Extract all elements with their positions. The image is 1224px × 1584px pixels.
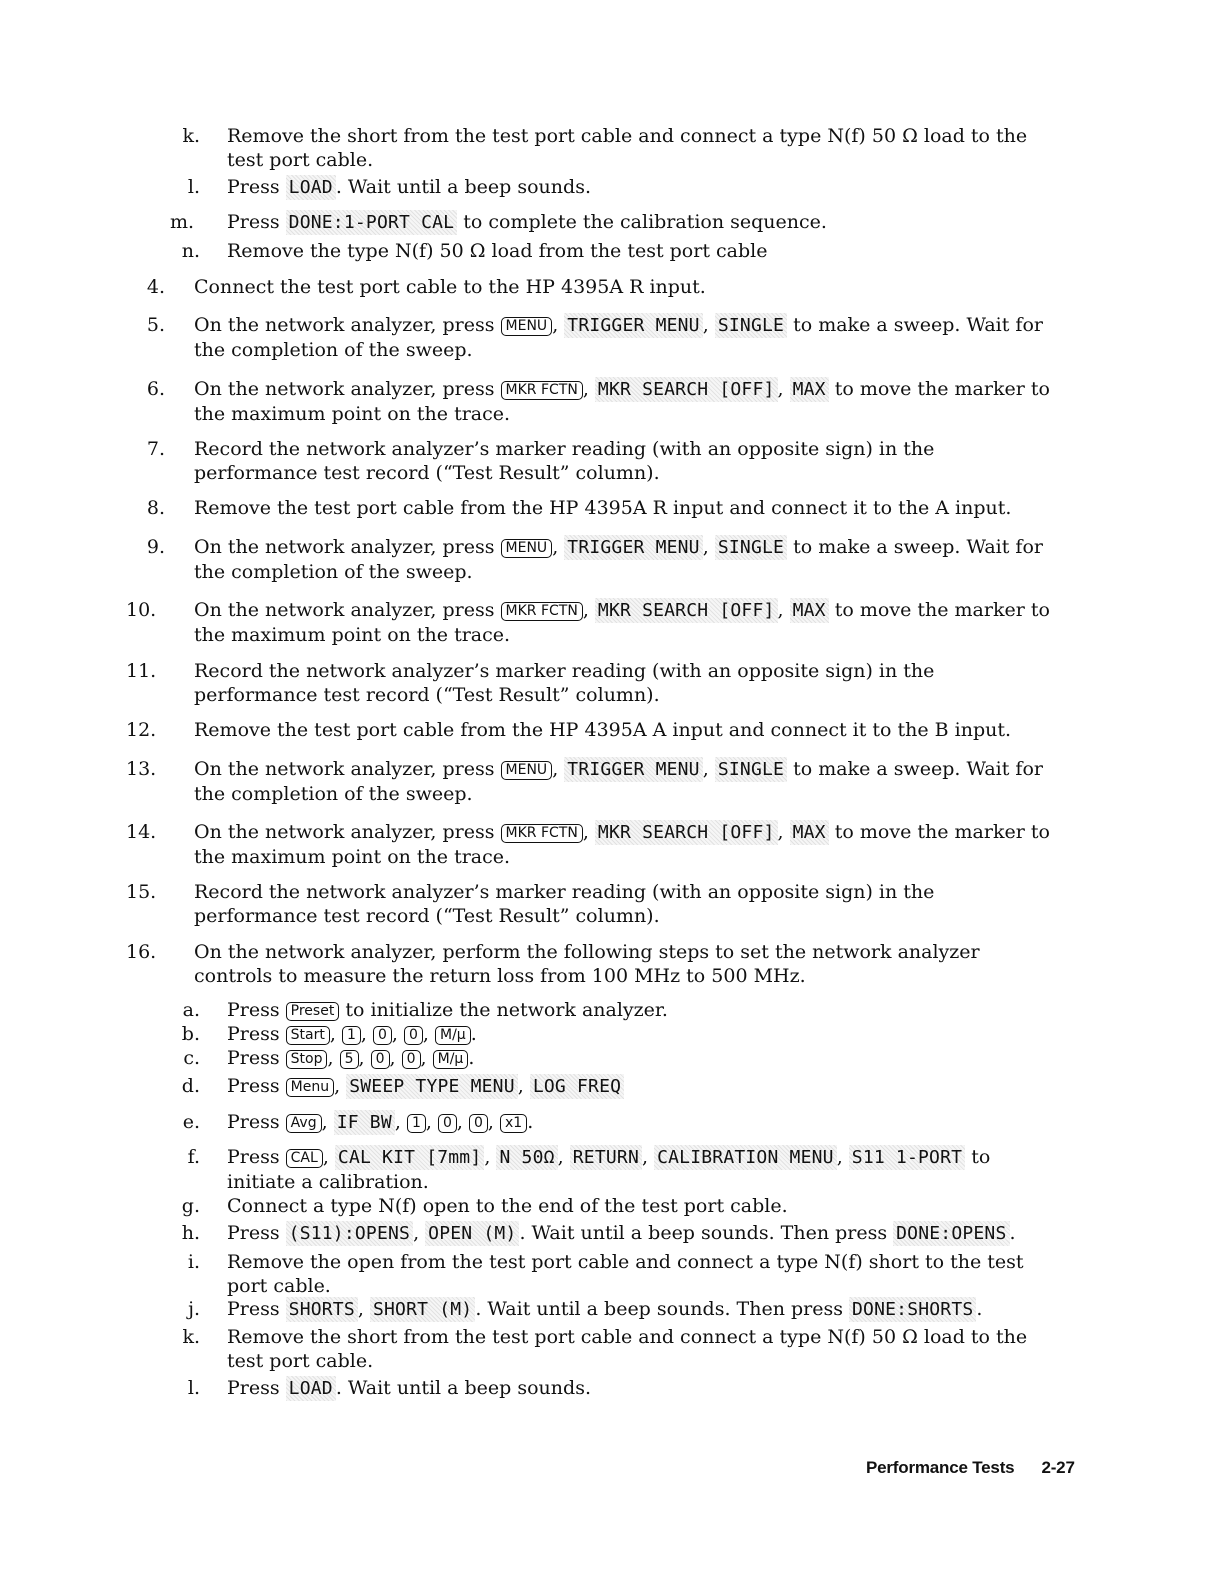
hardkey-label: MKR FCTN bbox=[501, 602, 583, 621]
hardkey-label: 1 bbox=[407, 1114, 426, 1133]
softkey-label: TRIGGER MENU bbox=[564, 535, 702, 560]
text-run: , bbox=[702, 536, 715, 558]
step-number: a. bbox=[182, 999, 200, 1021]
text-run: to move the marker to the maximum point on the trace. bbox=[194, 599, 1050, 646]
step-number: j. bbox=[188, 1298, 200, 1320]
text-run: Press bbox=[227, 1111, 286, 1133]
hardkey-label: Preset bbox=[286, 1002, 340, 1021]
text-run: On the network analyzer, press bbox=[194, 821, 501, 843]
text-run: , bbox=[357, 1298, 370, 1320]
softkey-label: OPEN (M) bbox=[425, 1221, 519, 1246]
softkey-label: SWEEP TYPE MENU bbox=[346, 1074, 518, 1099]
text-run: , bbox=[557, 1146, 570, 1168]
step-text bbox=[194, 880, 1054, 928]
text-run: . bbox=[470, 1023, 477, 1045]
step-number: 7. bbox=[146, 438, 165, 460]
step-number: m. bbox=[169, 211, 194, 233]
hardkey-label: x1 bbox=[500, 1114, 527, 1133]
text-run: On the network analyzer, press bbox=[194, 378, 501, 400]
step-text bbox=[227, 1145, 1047, 1194]
text-run: Press bbox=[227, 1023, 286, 1045]
step-number: b. bbox=[181, 1023, 200, 1045]
text-run: Press bbox=[227, 1075, 286, 1097]
softkey-label: SINGLE bbox=[715, 313, 787, 338]
text-run: , bbox=[552, 314, 565, 336]
step-text bbox=[194, 940, 1054, 988]
hardkey-label: M/μ bbox=[435, 1026, 471, 1045]
text-run: , bbox=[360, 1023, 373, 1045]
step-text bbox=[227, 1376, 1047, 1401]
footer-page-number: 2-27 bbox=[1041, 1458, 1075, 1477]
softkey-label: N 50Ω bbox=[496, 1145, 557, 1170]
text-run: Connect the test port cable to the HP 4395A R input. bbox=[194, 276, 706, 298]
step-text bbox=[227, 998, 1047, 1022]
step-number: d. bbox=[181, 1075, 200, 1097]
text-run: , bbox=[321, 1111, 334, 1133]
step-text bbox=[194, 757, 1054, 806]
text-run: to initiate a calibration. bbox=[227, 1146, 991, 1193]
step-text bbox=[194, 659, 1054, 707]
text-run: , bbox=[327, 1047, 340, 1069]
hardkey-label: MKR FCTN bbox=[501, 381, 583, 400]
step-number: g. bbox=[181, 1195, 200, 1217]
text-run: , bbox=[358, 1047, 371, 1069]
footer-section-title: Performance Tests bbox=[866, 1458, 1015, 1477]
text-run: , bbox=[777, 378, 790, 400]
text-run: , bbox=[322, 1146, 335, 1168]
text-run: , bbox=[487, 1111, 501, 1133]
step-number: k. bbox=[182, 1326, 200, 1348]
text-run: Press bbox=[227, 1222, 286, 1244]
softkey-label: (S11):OPENS bbox=[286, 1221, 413, 1246]
text-run: , bbox=[582, 599, 595, 621]
text-run: Press bbox=[227, 999, 286, 1021]
step-text bbox=[227, 1250, 1047, 1298]
softkey-label: LOAD bbox=[286, 175, 336, 200]
text-run: to make a sweep. Wait for the completion of the sweep. bbox=[194, 536, 1043, 583]
step-number: 4. bbox=[146, 276, 165, 298]
step-number: 15. bbox=[126, 881, 157, 903]
softkey-label: MAX bbox=[790, 377, 829, 402]
hardkey-label: MENU bbox=[501, 761, 553, 780]
hardkey-label: Avg bbox=[286, 1114, 322, 1133]
softkey-label: TRIGGER MENU bbox=[564, 313, 702, 338]
step-number: 16. bbox=[126, 941, 157, 963]
text-run: , bbox=[517, 1075, 530, 1097]
text-run: , bbox=[389, 1047, 402, 1069]
hardkey-label: 0 bbox=[404, 1026, 423, 1045]
text-run: to complete the calibration sequence. bbox=[457, 211, 827, 233]
step-text bbox=[194, 437, 1054, 485]
step-text bbox=[227, 1221, 1047, 1246]
text-run: Press bbox=[227, 1298, 286, 1320]
step-number: 6. bbox=[146, 378, 165, 400]
softkey-label: MKR SEARCH [OFF] bbox=[595, 598, 778, 623]
step-number: 14. bbox=[126, 821, 157, 843]
text-run: Press bbox=[227, 1146, 286, 1168]
text-run: . bbox=[1009, 1222, 1016, 1244]
step-text bbox=[194, 718, 1054, 742]
text-run: , bbox=[456, 1111, 469, 1133]
text-run: , bbox=[329, 1023, 342, 1045]
step-text bbox=[194, 598, 1054, 647]
step-number: 10. bbox=[126, 599, 157, 621]
hardkey-label: 5 bbox=[340, 1050, 359, 1069]
step-number: e. bbox=[182, 1111, 200, 1133]
text-run: . Wait until a beep sounds. Then press bbox=[519, 1222, 894, 1244]
text-run: . Wait until a beep sounds. bbox=[335, 176, 591, 198]
text-run: Remove the open from the test port cable and connect a type N(f) short to the test port cable. bbox=[227, 1251, 1024, 1297]
step-text bbox=[194, 313, 1054, 362]
text-run: , bbox=[777, 821, 790, 843]
step-text bbox=[194, 820, 1054, 869]
step-text bbox=[227, 239, 1047, 263]
step-number: 12. bbox=[126, 719, 157, 741]
step-number: 8. bbox=[146, 497, 165, 519]
step-text bbox=[227, 124, 1047, 172]
step-number: l. bbox=[187, 176, 200, 198]
text-run: Press bbox=[227, 1377, 286, 1399]
softkey-label: IF BW bbox=[334, 1110, 395, 1135]
softkey-label: DONE:SHORTS bbox=[849, 1297, 976, 1322]
softkey-label: CAL KIT [7mm] bbox=[335, 1145, 484, 1170]
text-run: On the network analyzer, press bbox=[194, 314, 501, 336]
hardkey-label: MENU bbox=[501, 317, 553, 336]
hardkey-label: CAL bbox=[286, 1149, 323, 1168]
step-text bbox=[227, 210, 1047, 235]
softkey-label: MAX bbox=[790, 598, 829, 623]
text-run: On the network analyzer, press bbox=[194, 536, 501, 558]
text-run: On the network analyzer, perform the following steps to set the network analyzer controls to measure the return loss from 100 MHz to 500 MHz. bbox=[194, 941, 980, 987]
hardkey-label: 0 bbox=[469, 1114, 488, 1133]
text-run: , bbox=[777, 599, 790, 621]
softkey-label: S11 1-PORT bbox=[849, 1145, 965, 1170]
softkey-label: LOG FREQ bbox=[530, 1074, 624, 1099]
softkey-label: MKR SEARCH [OFF] bbox=[595, 820, 778, 845]
softkey-label: SHORTS bbox=[286, 1297, 358, 1322]
step-text bbox=[194, 535, 1054, 584]
text-run: , bbox=[391, 1023, 404, 1045]
text-run: Press bbox=[227, 176, 286, 198]
text-run: Press bbox=[227, 1047, 286, 1069]
text-run: On the network analyzer, press bbox=[194, 758, 501, 780]
softkey-label: RETURN bbox=[570, 1145, 642, 1170]
step-number: 9. bbox=[146, 536, 165, 558]
page-footer bbox=[866, 1458, 1075, 1478]
softkey-label: SINGLE bbox=[715, 757, 787, 782]
text-run: . bbox=[468, 1047, 475, 1069]
step-number: 13. bbox=[126, 758, 157, 780]
step-text bbox=[227, 1022, 1047, 1046]
text-run: Remove the short from the test port cable and connect a type N(f) 50 Ω load to the test port cable. bbox=[227, 125, 1028, 171]
step-text bbox=[227, 175, 1047, 200]
step-text bbox=[227, 1325, 1047, 1373]
softkey-label: SHORT (M) bbox=[370, 1297, 475, 1322]
hardkey-label: MKR FCTN bbox=[501, 824, 583, 843]
text-run: . Wait until a beep sounds. bbox=[335, 1377, 591, 1399]
text-run: , bbox=[702, 758, 715, 780]
text-run: to make a sweep. Wait for the completion of the sweep. bbox=[194, 758, 1043, 805]
text-run: Remove the test port cable from the HP 4395A A input and connect it to the B input. bbox=[194, 719, 1012, 741]
text-run: , bbox=[702, 314, 715, 336]
hardkey-label: 0 bbox=[438, 1114, 457, 1133]
step-number: c. bbox=[183, 1047, 200, 1069]
step-number: 11. bbox=[126, 660, 157, 682]
text-run: , bbox=[413, 1222, 426, 1244]
text-run: , bbox=[582, 821, 595, 843]
hardkey-label: 1 bbox=[342, 1026, 361, 1045]
text-run: Connect a type N(f) open to the end of the test port cable. bbox=[227, 1195, 788, 1217]
step-text bbox=[194, 377, 1054, 426]
step-text bbox=[227, 1046, 1047, 1070]
hardkey-label: MENU bbox=[501, 539, 553, 558]
text-run: Record the network analyzer’s marker reading (with an opposite sign) in the performance test record (“Test Result” column). bbox=[194, 438, 935, 484]
softkey-label: LOAD bbox=[286, 1376, 336, 1401]
text-run: . Wait until a beep sounds. Then press bbox=[475, 1298, 850, 1320]
text-run: , bbox=[422, 1023, 435, 1045]
text-run: Remove the test port cable from the HP 4395A R input and connect it to the A input. bbox=[194, 497, 1012, 519]
text-run: . bbox=[976, 1298, 983, 1320]
step-text bbox=[194, 275, 1054, 299]
text-run: Press bbox=[227, 211, 286, 233]
hardkey-label: 0 bbox=[371, 1050, 390, 1069]
hardkey-label: 0 bbox=[373, 1026, 392, 1045]
step-text bbox=[194, 496, 1054, 520]
softkey-label: CALIBRATION MENU bbox=[654, 1145, 837, 1170]
hardkey-label: Start bbox=[286, 1026, 330, 1045]
text-run: Record the network analyzer’s marker reading (with an opposite sign) in the performance test record (“Test Result” column). bbox=[194, 660, 935, 706]
softkey-label: DONE:OPENS bbox=[893, 1221, 1009, 1246]
step-number: 5. bbox=[146, 314, 165, 336]
text-run: , bbox=[334, 1075, 347, 1097]
text-run: , bbox=[394, 1111, 407, 1133]
text-run: Remove the short from the test port cable and connect a type N(f) 50 Ω load to the test port cable. bbox=[227, 1326, 1028, 1372]
step-number: f. bbox=[187, 1146, 200, 1168]
text-run: , bbox=[552, 536, 565, 558]
softkey-label: DONE:1-PORT CAL bbox=[286, 210, 458, 235]
step-text bbox=[227, 1074, 1047, 1099]
softkey-label: MKR SEARCH [OFF] bbox=[595, 377, 778, 402]
text-run: , bbox=[420, 1047, 433, 1069]
hardkey-label: Menu bbox=[286, 1078, 334, 1097]
step-text bbox=[227, 1194, 1047, 1218]
text-run: . bbox=[527, 1111, 534, 1133]
text-run: , bbox=[836, 1146, 849, 1168]
softkey-label: MAX bbox=[790, 820, 829, 845]
text-run: to initialize the network analyzer. bbox=[339, 999, 668, 1021]
step-number: i. bbox=[187, 1251, 200, 1273]
hardkey-label: M/μ bbox=[433, 1050, 469, 1069]
text-run: , bbox=[582, 378, 595, 400]
text-run: , bbox=[425, 1111, 438, 1133]
hardkey-label: 0 bbox=[402, 1050, 421, 1069]
step-text bbox=[227, 1110, 1047, 1135]
step-text bbox=[227, 1297, 1047, 1322]
text-run: Remove the type N(f) 50 Ω load from the test port cable bbox=[227, 240, 768, 262]
text-run: On the network analyzer, press bbox=[194, 599, 501, 621]
step-number: h. bbox=[181, 1222, 200, 1244]
step-number: n. bbox=[181, 240, 200, 262]
text-run: , bbox=[484, 1146, 497, 1168]
softkey-label: SINGLE bbox=[715, 535, 787, 560]
text-run: Record the network analyzer’s marker reading (with an opposite sign) in the performance test record (“Test Result” column). bbox=[194, 881, 935, 927]
step-number: l. bbox=[187, 1377, 200, 1399]
step-number: k. bbox=[182, 125, 200, 147]
text-run: to move the marker to the maximum point on the trace. bbox=[194, 821, 1050, 868]
text-run: , bbox=[552, 758, 565, 780]
text-run: , bbox=[642, 1146, 655, 1168]
text-run: to make a sweep. Wait for the completion of the sweep. bbox=[194, 314, 1043, 361]
text-run: to move the marker to the maximum point on the trace. bbox=[194, 378, 1050, 425]
softkey-label: TRIGGER MENU bbox=[564, 757, 702, 782]
hardkey-label: Stop bbox=[286, 1050, 328, 1069]
